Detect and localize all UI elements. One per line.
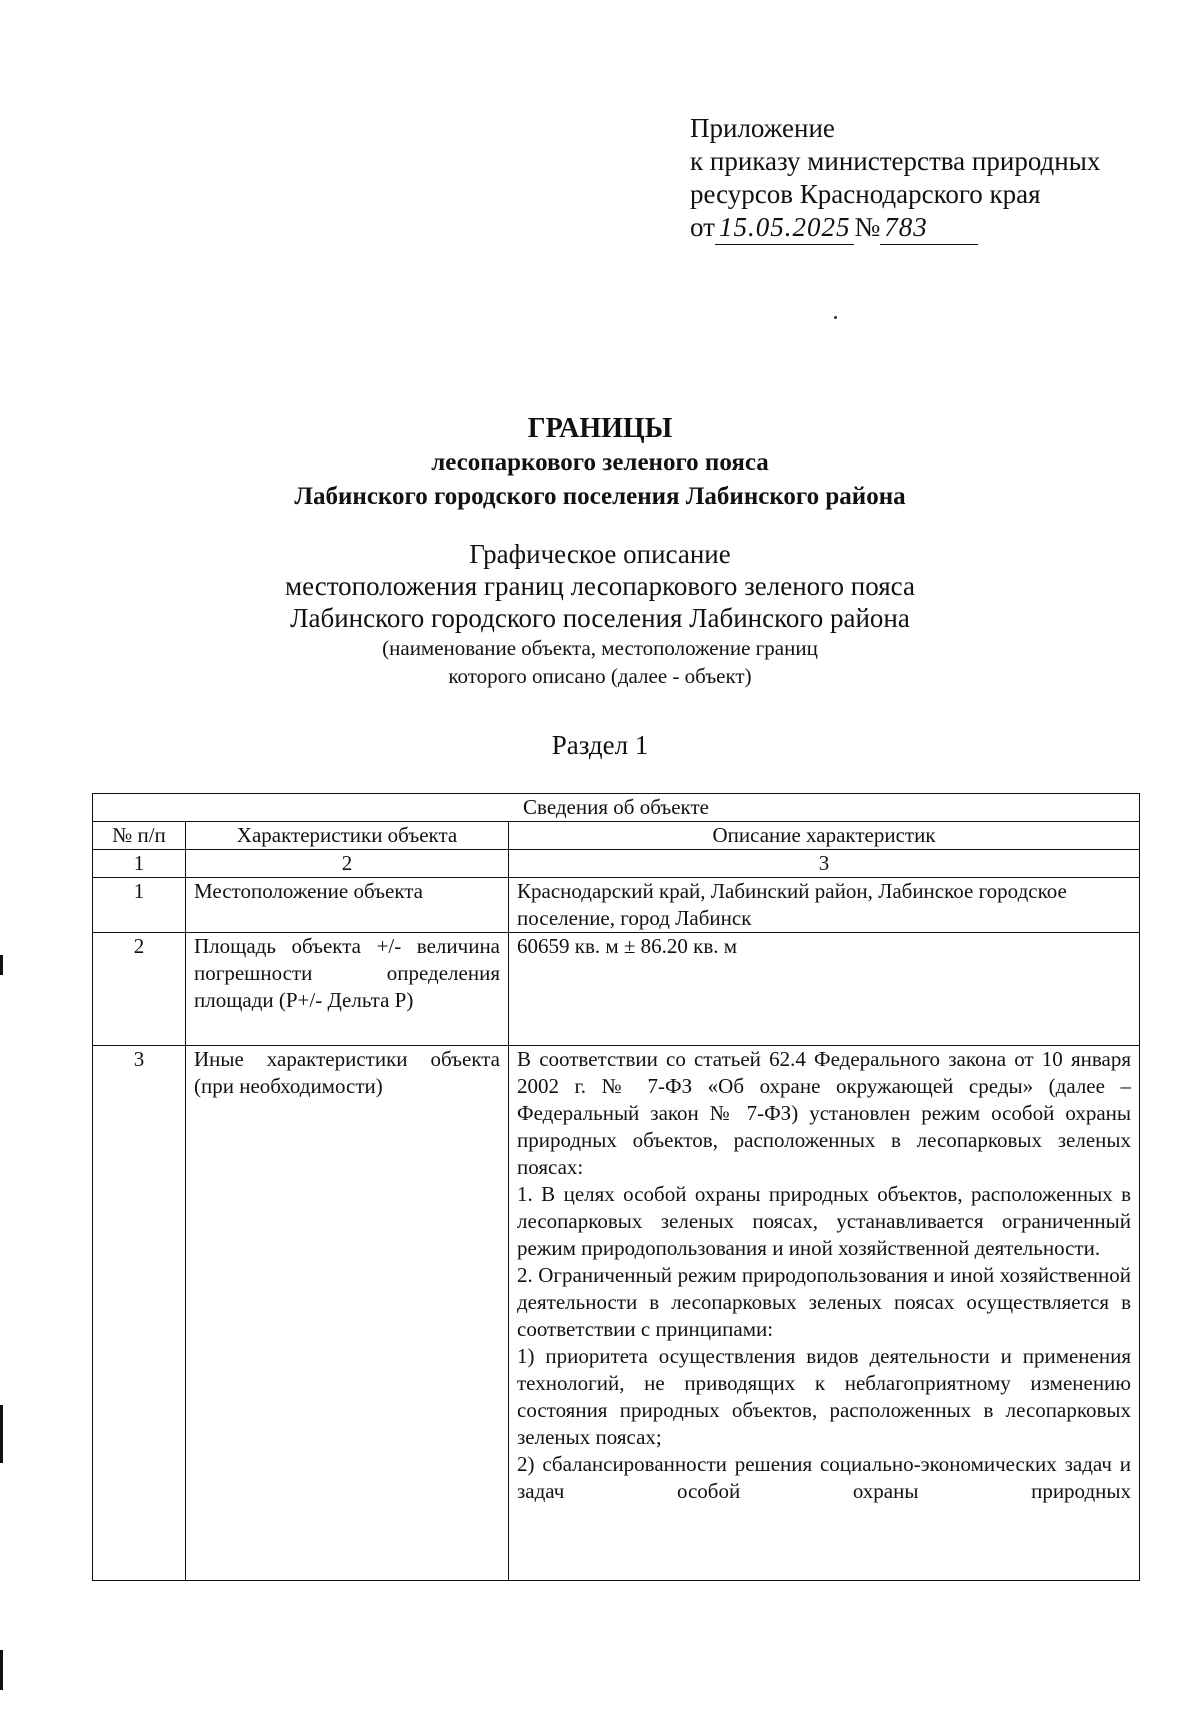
desc-paragraph: 2. Ограниченный режим природопользования и иной хозяйственной деятельности в лесопарковых зеленых поясах осуществляется в соответствии с принципами: — [517, 1263, 1131, 1341]
table-row — [93, 1046, 1140, 1581]
description-line1: Графическое описание — [469, 539, 731, 569]
description-line2: местоположения границ лесопаркового зеленого пояса — [285, 571, 915, 601]
row-num: 3 — [93, 1046, 186, 1581]
table-header-row — [93, 822, 1140, 850]
object-info-table — [92, 793, 1140, 1581]
appendix-order-line: к приказу министерства природных — [690, 146, 1101, 176]
from-label: от — [690, 212, 715, 242]
header-description: Описание характеристик — [509, 822, 1140, 850]
description-line3: Лабинского городского поселения Лабинского района — [290, 603, 910, 633]
row-description — [509, 1046, 1140, 1581]
title-main: ГРАНИЦЫ — [527, 413, 673, 444]
appendix-header — [690, 112, 1100, 245]
appendix-ministry-line: ресурсов Краснодарского края — [690, 179, 1041, 209]
row-characteristic: Иные характеристики объекта (при необходимости) — [186, 1046, 509, 1581]
title-sub2: Лабинского городского поселения Лабинского района — [294, 483, 906, 510]
desc-paragraph: 2) сбалансированности решения социально-экономических задач и задач особой охраны природных — [517, 1452, 1131, 1503]
colnum-1: 1 — [93, 850, 186, 878]
scan-edge-mark — [0, 1405, 3, 1463]
speck-dot — [834, 316, 837, 319]
scan-edge-mark — [0, 1650, 3, 1690]
scan-edge-mark — [0, 955, 3, 975]
description-note2: которого описано (далее - объект) — [448, 664, 752, 688]
desc-paragraph: В соответствии со статьей 62.4 Федерального закона от 10 января 2002 г. № 7-ФЗ «Об охране окружающей среды» (далее – Федеральный закон № 7-ФЗ) установлен режим особой охраны природных объектов, расположенных в лесопарковых зеленых поясах: — [517, 1047, 1131, 1179]
title-sub1: лесопаркового зеленого пояса — [431, 449, 769, 476]
colnum-2: 2 — [186, 850, 509, 878]
row-characteristic: Местоположение объекта — [186, 878, 509, 933]
colnum-3: 3 — [509, 850, 1140, 878]
table-caption: Сведения об объекте — [93, 794, 1140, 822]
header-num: № п/п — [93, 822, 186, 850]
document-title — [0, 412, 1200, 690]
desc-paragraph: 1. В целях особой охраны природных объектов, расположенных в лесопарковых зеленых поясах, устанавливается ограниченный режим природопользования и иной хозяйственной деятельности. — [517, 1182, 1131, 1260]
row-num: 2 — [93, 933, 186, 1046]
table-colnum-row — [93, 850, 1140, 878]
section-title: Раздел 1 — [551, 730, 649, 760]
row-description: Краснодарский край, Лабинский район, Лабинское городское поселение, город Лабинск — [509, 878, 1140, 933]
table-row — [93, 878, 1140, 933]
order-number: 783 — [880, 211, 978, 245]
row-description: 60659 кв. м ± 86.20 кв. м — [509, 933, 1140, 1046]
row-characteristic: Площадь объекта +/- величина погрешности определения площади (P+/- Дельта P) — [186, 933, 509, 1046]
order-date: 15.05.2025 — [715, 211, 855, 245]
description-note1: (наименование объекта, местоположение границ — [382, 636, 818, 660]
table-row — [93, 933, 1140, 1046]
appendix-date-line — [690, 211, 1100, 245]
appendix-title: Приложение — [690, 113, 835, 143]
table-caption-row — [93, 794, 1140, 822]
desc-paragraph: 1) приоритета осуществления видов деятельности и применения технологий, не приводящих к неблагоприятному изменению состояния природных объектов, расположенных в лесопарковых зеленых поясах; — [517, 1344, 1131, 1449]
number-label: № — [854, 212, 881, 242]
header-characteristics: Характеристики объекта — [186, 822, 509, 850]
row-num: 1 — [93, 878, 186, 933]
